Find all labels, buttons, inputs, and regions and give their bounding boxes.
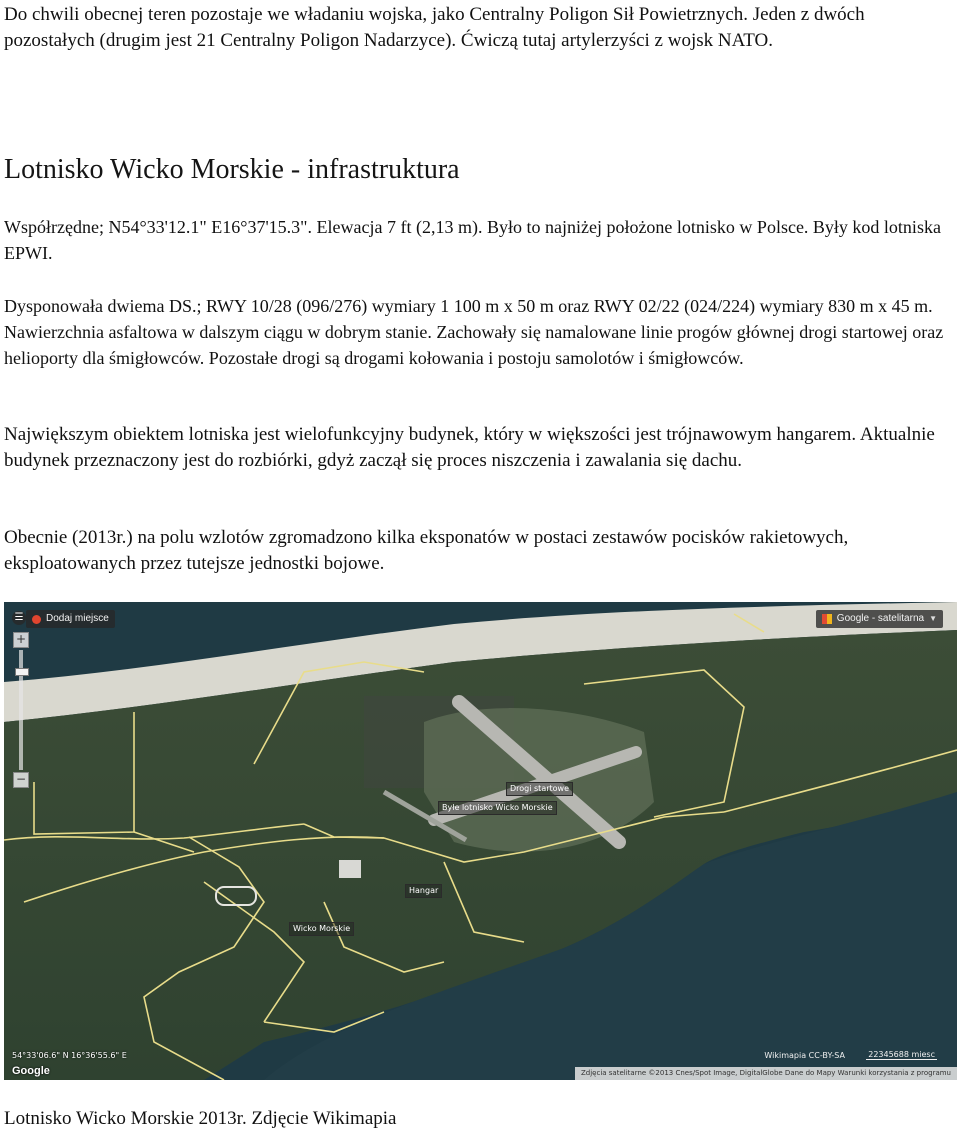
- satellite-image: [4, 602, 957, 1080]
- zoom-slider-thumb[interactable]: [15, 668, 29, 676]
- intro-paragraph: Do chwili obecnej teren pozostaje we władaniu wojska, jako Centralny Poligon Sił Powietrznych. Jeden z dwóch pozostałych (drugim jest 21 Centralny Poligon Nadarzyce). Ćwiczą tutaj artylerzyści z wojsk NATO.: [4, 4, 865, 51]
- scale-bar: 22345688 miesc: [868, 1050, 935, 1059]
- runways-paragraph: Dysponowała dwiema DS.; RWY 10/28 (096/276) wymiary 1 100 m x 50 m oraz RWY 02/22 (024/224) wymiary 830 m x 45 m. Nawierzchnia asfaltowa w dalszym ciągu w dobrym stanie. Zachowały się namalowane linie progów głównej drogi startowej oraz helioporty dla śmigłowców. Pozostałe drogi są drogami kołowania i postoju samolotów i śmigłowców.: [4, 296, 944, 368]
- pin-icon: [32, 615, 41, 624]
- map-layer-select[interactable]: [816, 610, 943, 628]
- add-place-button[interactable]: [26, 610, 115, 628]
- minus-icon[interactable]: −: [13, 772, 29, 788]
- coordinates-paragraph: Współrzędne; N54°33'12.1" E16°37'15.3". Elewacja 7 ft (2,13 m). Było to najniżej położone lotnisko w Polsce. Były kod lotniska EPWI.: [4, 217, 941, 263]
- chevron-down-icon: ▼: [929, 614, 937, 623]
- current-state-paragraph: Obecnie (2013r.) na polu wzlotów zgromadzono kilka eksponatów w postaci zestawów pocisków rakietowych, eksploatowanych przez tutejsze jednostki bojowe.: [4, 527, 849, 574]
- google-logo: Google: [12, 1065, 50, 1077]
- menu-icon[interactable]: ☰: [12, 611, 26, 625]
- map-label-runways[interactable]: Drogi startowe: [506, 782, 573, 796]
- satellite-map[interactable]: [4, 602, 957, 1080]
- add-place-label: Dodaj miejsce: [46, 613, 109, 624]
- zoom-slider[interactable]: [19, 650, 23, 770]
- map-label-former-airport[interactable]: Byłe lotnisko Wicko Morskie: [438, 801, 557, 815]
- map-attribution[interactable]: Zdjęcia satelitarne ©2013 Cnes/Spot Image, DigitalGlobe Dane do Mapy Warunki korzystania z programu: [575, 1067, 957, 1080]
- zoom-control: [12, 632, 30, 788]
- plus-icon[interactable]: +: [13, 632, 29, 648]
- google-icon: [822, 614, 832, 624]
- image-caption: Lotnisko Wicko Morskie 2013r. Zdjęcie Wikimapia: [4, 1108, 397, 1129]
- wikimapia-license[interactable]: Wikimapia CC-BY-SA: [764, 1051, 845, 1060]
- map-label-village[interactable]: Wicko Morskie: [289, 922, 354, 936]
- map-layer-label: Google - satelitarna: [836, 613, 925, 624]
- section-title: Lotnisko Wicko Morskie - infrastruktura: [4, 154, 460, 185]
- map-coordinates: 54°33'06.6" N 16°36'55.6" E: [12, 1051, 127, 1060]
- building-paragraph: Największym obiektem lotniska jest wielofunkcyjny budynek, który w większości jest trójnawowym hangarem. Aktualnie budynek przeznaczony jest do rozbiórki, gdyż zaczął się proces niszczenia i zawalania się dachu.: [4, 424, 935, 471]
- map-label-hangar[interactable]: Hangar: [405, 884, 442, 898]
